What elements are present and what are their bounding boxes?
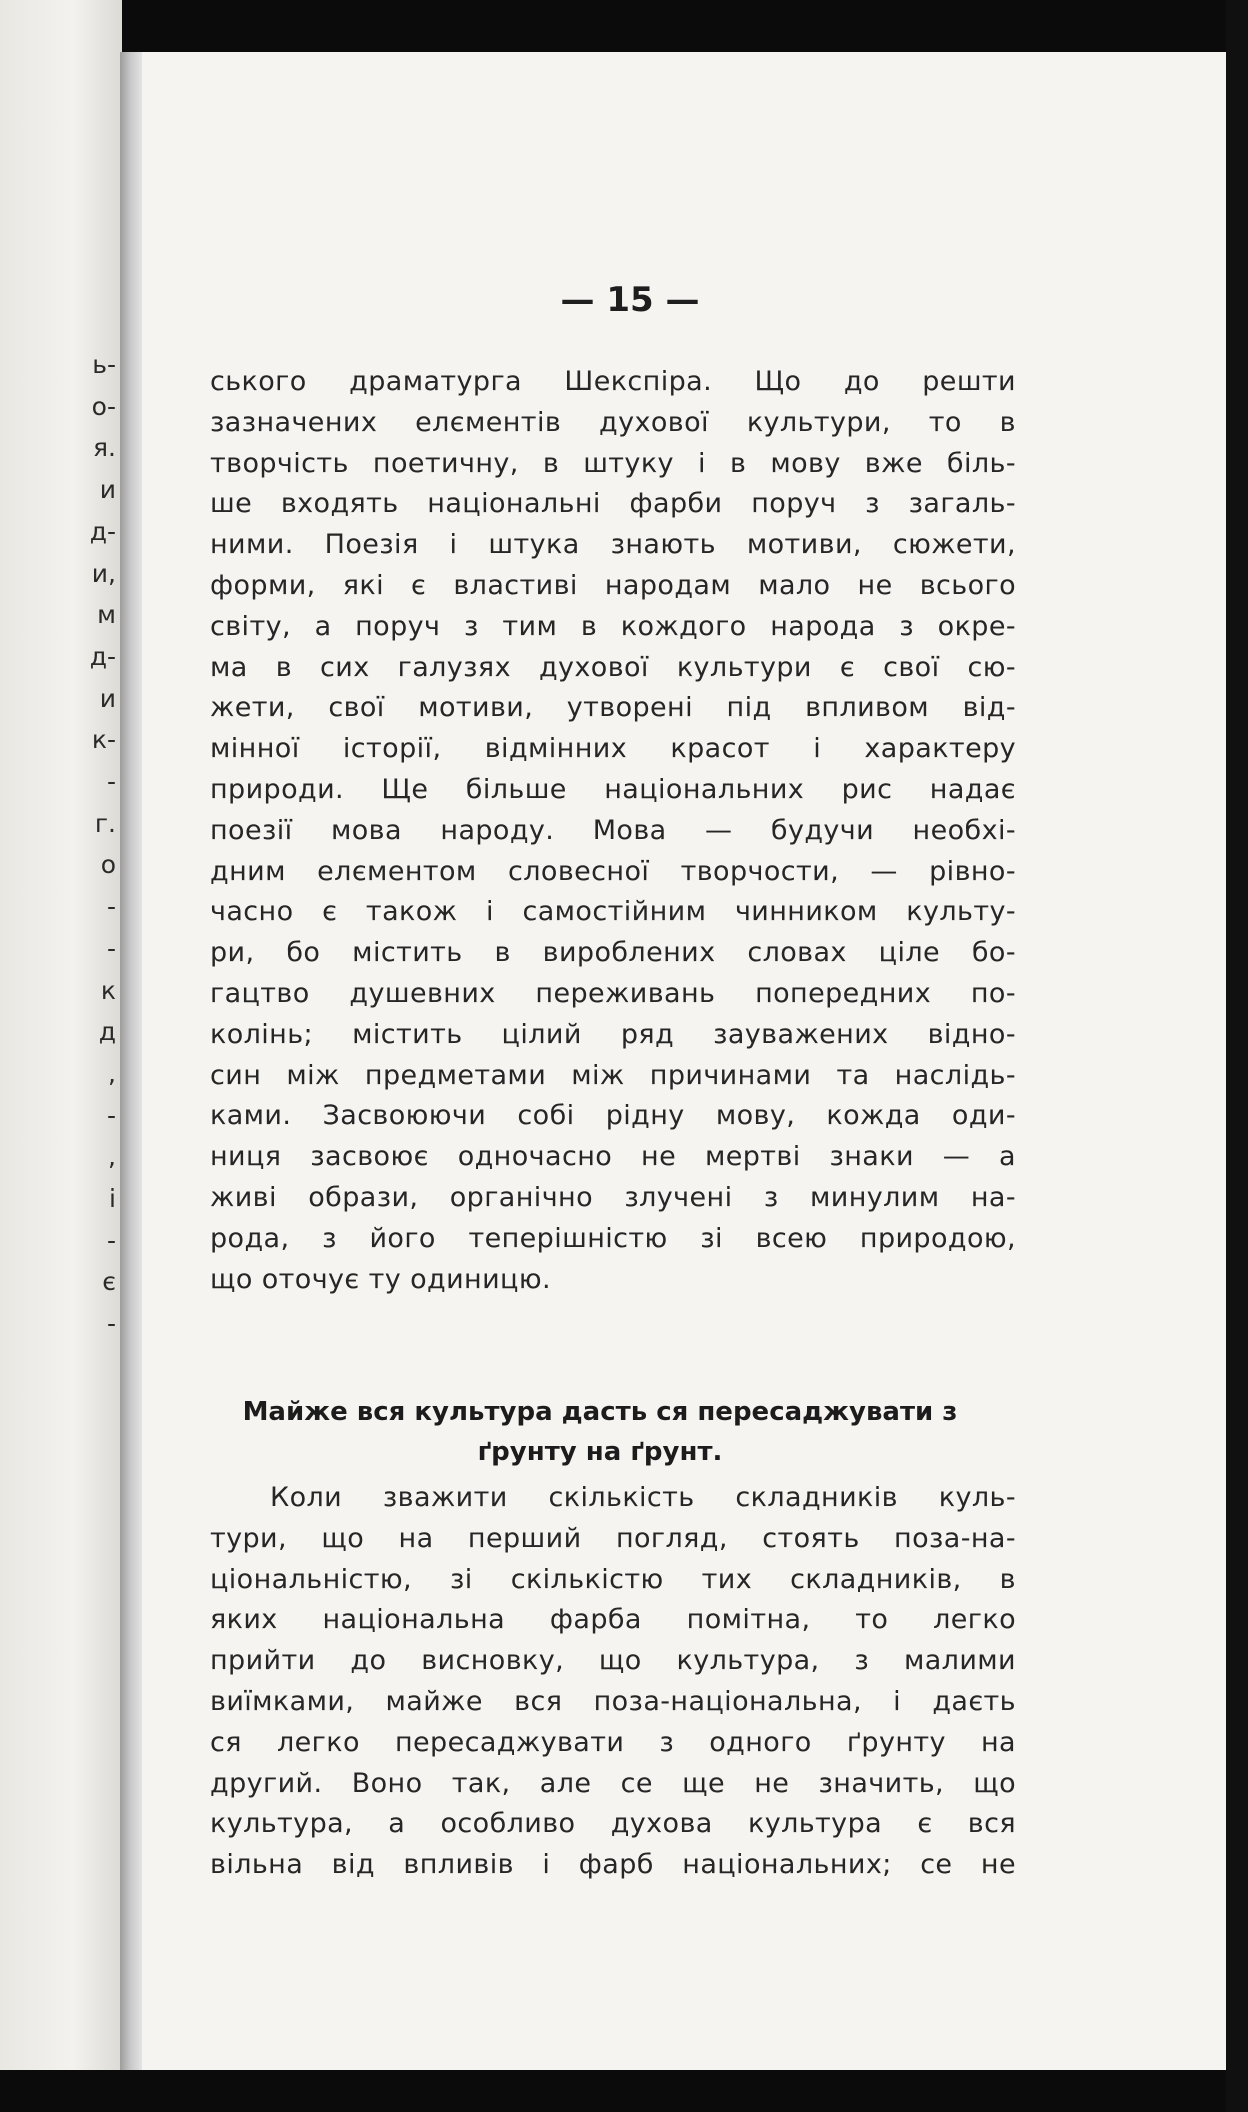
facing-page-fragment: д-	[89, 641, 116, 671]
facing-page-fragment: ,	[108, 1058, 116, 1088]
text-line: світу, а поруч з тим в кождого народа з окре-	[210, 610, 1016, 642]
facing-page-edge	[0, 0, 122, 2070]
paragraph-body	[210, 1478, 1016, 1886]
text-line: колінь; містить цілий ряд зауважених відно-	[210, 1018, 1016, 1050]
text-line: ся легко пересаджувати з одного ґрунту на	[210, 1726, 1016, 1758]
scan-border	[1226, 0, 1248, 2112]
text-line: ма в сих галузях духової культури є свої сю-	[210, 651, 1016, 683]
text-line: прийти до висновку, що культура, з малими	[210, 1645, 1016, 1677]
text-line: син між предметами між причинами та наслідь-	[210, 1059, 1016, 1091]
facing-page-fragment: м	[97, 600, 116, 630]
text-line: ниця засвоює одночасно не мертві знаки — а	[210, 1141, 1016, 1173]
text-line: зазначених елєментів духової культури, то в	[210, 406, 1016, 438]
facing-page-fragment: є	[102, 1267, 116, 1297]
section-heading	[180, 1392, 1020, 1472]
text-line: жети, свої мотиви, утворені під впливом від-	[210, 692, 1016, 724]
book-gutter	[120, 52, 144, 2070]
text-line: ґрунту на ґрунт.	[477, 1437, 723, 1467]
text-line: ними. Поезія і штука знають мотиви, сюжети,	[210, 529, 1016, 561]
text-line: мінної історії, відмінних красот і характеру	[210, 733, 1016, 765]
text-line: форми, які є властиві народам мало не всього	[210, 569, 1016, 601]
facing-page-fragment: д	[98, 1017, 116, 1047]
facing-page-fragment: о	[100, 850, 116, 880]
facing-page-fragment: і	[109, 1184, 116, 1213]
text-line: тури, що на перший погляд, стоять поза-на-	[210, 1522, 1016, 1554]
facing-page-fragment: и	[99, 475, 116, 505]
facing-page-fragment: -	[106, 767, 116, 796]
page-number: — 15 —	[560, 280, 700, 320]
text-line: другий. Воно так, але се ще не значить, що	[210, 1767, 1016, 1799]
text-line: ського драматурга Шекспіра. Що до решти	[210, 366, 1016, 397]
text-line: природи. Ще більше національних рис надає	[210, 773, 1016, 805]
text-line: вільна від впливів і фарб національних; се не	[210, 1849, 1016, 1881]
facing-page-fragment: д-	[89, 516, 116, 546]
text-line: Майже вся культура дасть ся пересаджувати з	[242, 1397, 958, 1427]
facing-page-fragment: о-	[91, 391, 116, 421]
text-line: часно є також і самостійним чинником культу-	[210, 896, 1016, 928]
facing-page-fragment: и	[99, 683, 116, 713]
text-line: гацтво душевних переживань попередних по-	[210, 977, 1016, 1009]
facing-page-fragment: г.	[94, 808, 116, 838]
text-line: рода, з його теперішністю зі всею природою,	[210, 1222, 1016, 1254]
text-line: живі образи, органічно злучені з минулим на-	[210, 1181, 1016, 1213]
facing-page-fragment: -	[106, 1100, 116, 1130]
facing-page-fragment: -	[106, 892, 116, 922]
text-line: ціональністю, зі скількістю тих складників, в	[210, 1563, 1016, 1595]
text-line: дним елєментом словесної творчости, — рівно-	[210, 855, 1016, 887]
facing-page-fragment: -	[106, 933, 116, 963]
text-line: яких національна фарба помітна, то легко	[210, 1604, 1016, 1636]
text-line: ри, бо містить в вироблених словах ціле бо-	[210, 937, 1016, 969]
facing-page-fragment: ,	[108, 1142, 116, 1172]
text-line: Коли зважити скількість складників куль-	[270, 1482, 1016, 1513]
text-line: творчість поетичну, в штуку і в мову вже біль-	[210, 447, 1016, 479]
paragraph-continued	[210, 362, 1016, 1300]
facing-page-fragment: -	[106, 1225, 116, 1255]
facing-page-fragment: к-	[91, 725, 116, 755]
text-line: ше входять національні фарби поруч з загаль-	[210, 488, 1016, 520]
facing-page-fragment: ь-	[92, 350, 116, 379]
text-line: поезії мова народу. Мова — будучи необхі-	[210, 814, 1016, 846]
facing-page-fragment: и,	[91, 558, 116, 588]
facing-page-fragment: к	[100, 975, 116, 1005]
text-line: ками. Засвоюючи собі рідну мову, кожда оди-	[210, 1100, 1016, 1132]
facing-page-fragment: я.	[93, 433, 116, 463]
text-line: виїмками, майже вся поза-національна, і даєть	[210, 1685, 1016, 1717]
facing-page-fragment: -	[106, 1309, 116, 1339]
text-line: що оточує ту одиницю.	[210, 1263, 551, 1295]
text-line: культура, а особливо духова культура є вся	[210, 1808, 1016, 1840]
